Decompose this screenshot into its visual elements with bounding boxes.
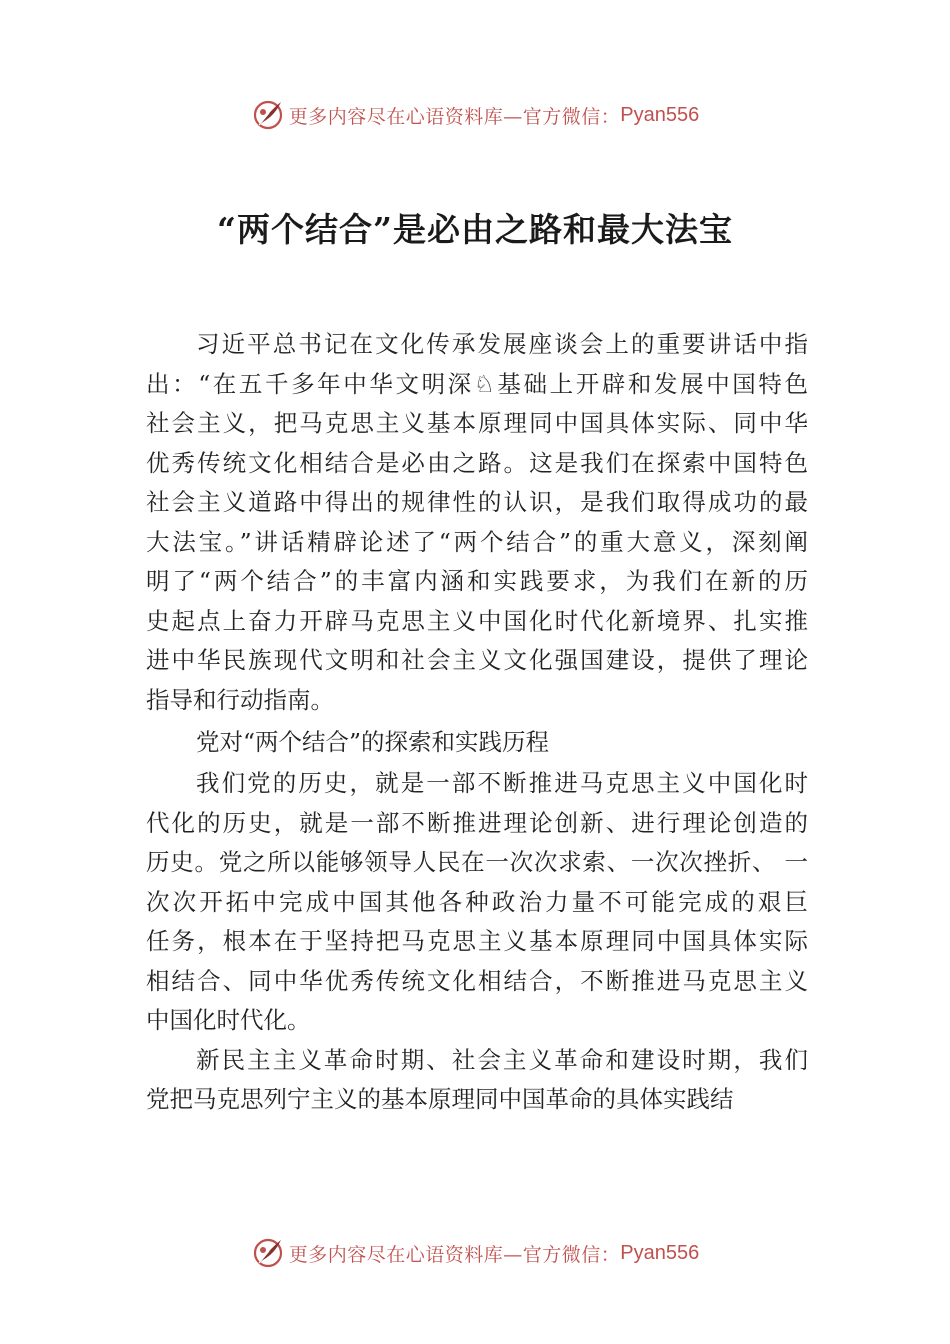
text-line: 相结合、同中华优秀传统文化相结合，不断推进马克思主义 bbox=[146, 966, 808, 995]
text-line: 我们党的历史，就是一部不断推进马克思主义中国化时 bbox=[196, 769, 808, 797]
text-line: 进中华民族现代文明和社会主义文化强国建设，提供了理论 bbox=[146, 646, 808, 674]
header-banner bbox=[0, 95, 950, 135]
text-line: 历史。党之所以能够领导人民在一次次求索、一次次挫折、 一 bbox=[146, 848, 808, 876]
wechat-account: Pyan556 bbox=[620, 1241, 700, 1264]
text-line: 习近平总书记在文化传承发展座谈会上的重要讲话中指 bbox=[196, 330, 808, 358]
banner-text: 更多内容尽在心语资料库—官方微信： bbox=[288, 1243, 621, 1266]
quill-pen-logo-icon bbox=[251, 1236, 285, 1270]
section-subheading: 党对“两个结合”的探索和实践历程 bbox=[196, 728, 550, 756]
text-line: 史起点上奋力开辟马克思主义中国化时代化新境界、扎实推 bbox=[146, 606, 808, 635]
paragraph-3 bbox=[146, 1041, 808, 1120]
document-title: “两个结合”是必由之路和最大法宝 bbox=[217, 210, 733, 249]
text-line: 中国化时代化。 bbox=[146, 1006, 311, 1034]
text-line: 代化的历史，就是一部不断推进理论创新、进行理论创造的 bbox=[146, 808, 808, 837]
text-line: 任务，根本在于坚持把马克思主义基本原理同中国具体实际 bbox=[146, 927, 808, 955]
footer-banner bbox=[0, 1233, 950, 1273]
paragraph-1 bbox=[146, 325, 808, 720]
text-line: 出：“在五千多年中华文明深♘基础上开辟和发展中国特色 bbox=[146, 369, 808, 398]
text-line: 新民主主义革命时期、社会主义革命和建设时期，我们 bbox=[196, 1045, 808, 1074]
quill-pen-logo-icon bbox=[251, 98, 285, 132]
text-line: 社会主义，把马克思主义基本原理同中国具体实际、同中华 bbox=[146, 409, 808, 437]
text-line: 党把马克思列宁主义的基本原理同中国革命的具体实践结 bbox=[146, 1085, 734, 1113]
text-line: 社会主义道路中得出的规律性的认识，是我们取得成功的最 bbox=[146, 488, 808, 516]
text-line: 明了“两个结合”的丰富内涵和实践要求，为我们在新的历 bbox=[146, 567, 808, 595]
text-line: 优秀传统文化相结合是必由之路。这是我们在探索中国特色 bbox=[146, 448, 808, 477]
text-line: 次次开拓中完成中国其他各种政治力量不可能完成的艰巨 bbox=[146, 887, 808, 916]
banner-text: 更多内容尽在心语资料库—官方微信： bbox=[288, 105, 621, 128]
wechat-account: Pyan556 bbox=[620, 103, 700, 126]
text-line: 大法宝。”讲话精辟论述了“两个结合”的重大意义，深刻阐 bbox=[146, 527, 808, 556]
text-line: 指导和行动指南。 bbox=[146, 685, 334, 714]
document-body bbox=[146, 325, 808, 1120]
paragraph-2 bbox=[146, 764, 808, 1041]
